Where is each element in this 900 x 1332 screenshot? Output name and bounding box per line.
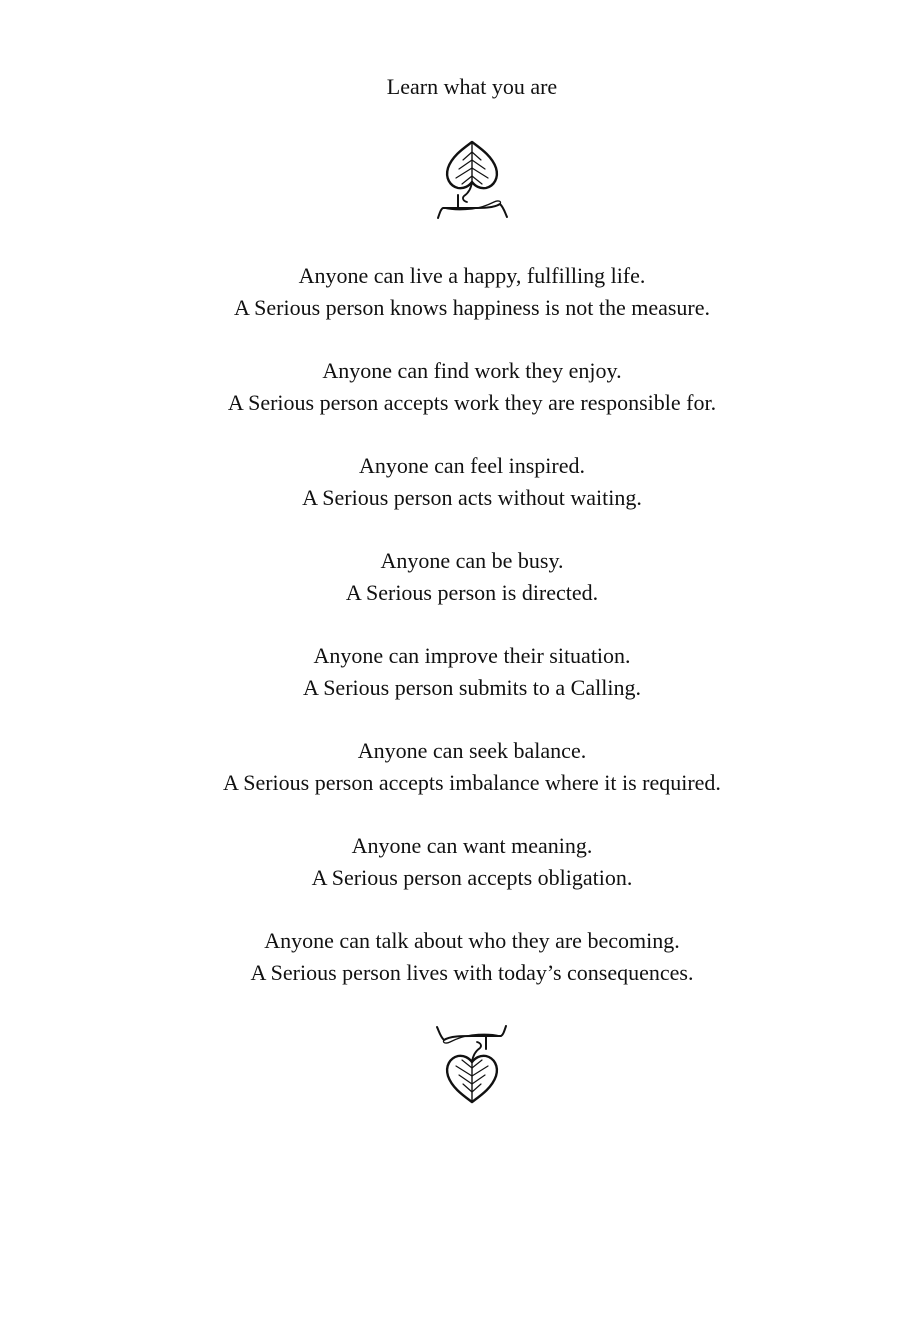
stanza-line-serious: A Serious person accepts work they are responsible for.: [227, 389, 717, 415]
stanza-line-serious: A Serious person lives with today’s consequences.: [250, 959, 694, 985]
stanza-line-anyone: Anyone can live a happy, fulfilling life.: [298, 263, 646, 288]
stanza-line-anyone: Anyone can feel inspired.: [358, 453, 586, 478]
stanza-line-serious: A Serious person knows happiness is not the measure.: [234, 294, 710, 320]
stanza-line-serious: A Serious person acts without waiting.: [302, 484, 642, 510]
stanza-line-anyone: Anyone can talk about who they are becoming.: [264, 928, 680, 953]
stanza: [0, 640, 900, 735]
stanza-line-anyone: Anyone can want meaning.: [351, 833, 593, 858]
leaf-ornament-icon: [434, 138, 510, 222]
stanza-line-serious: A Serious person accepts obligation.: [311, 864, 633, 890]
leaf-ornament-inverted-icon: [434, 1022, 510, 1106]
stanza: [0, 450, 900, 545]
stanza-line-serious: A Serious person submits to a Calling.: [303, 674, 641, 700]
stanza: [0, 260, 900, 355]
stanza: [0, 355, 900, 450]
stanza-line-serious: A Serious person accepts imbalance where it is required.: [223, 769, 721, 795]
stanza-line-anyone: Anyone can find work they enjoy.: [322, 358, 622, 383]
stanza-line-anyone: Anyone can improve their situation.: [313, 643, 631, 668]
stanza: [0, 545, 900, 640]
stanza-line-serious: A Serious person is directed.: [345, 579, 599, 605]
stanza: [0, 925, 900, 1020]
stanza: [0, 830, 900, 925]
stanza-list: [0, 260, 900, 1020]
stanza-line-anyone: Anyone can be busy.: [380, 548, 564, 573]
page-title: Learn what you are: [386, 74, 558, 99]
stanza: [0, 735, 900, 830]
stanza-line-anyone: Anyone can seek balance.: [357, 738, 587, 763]
